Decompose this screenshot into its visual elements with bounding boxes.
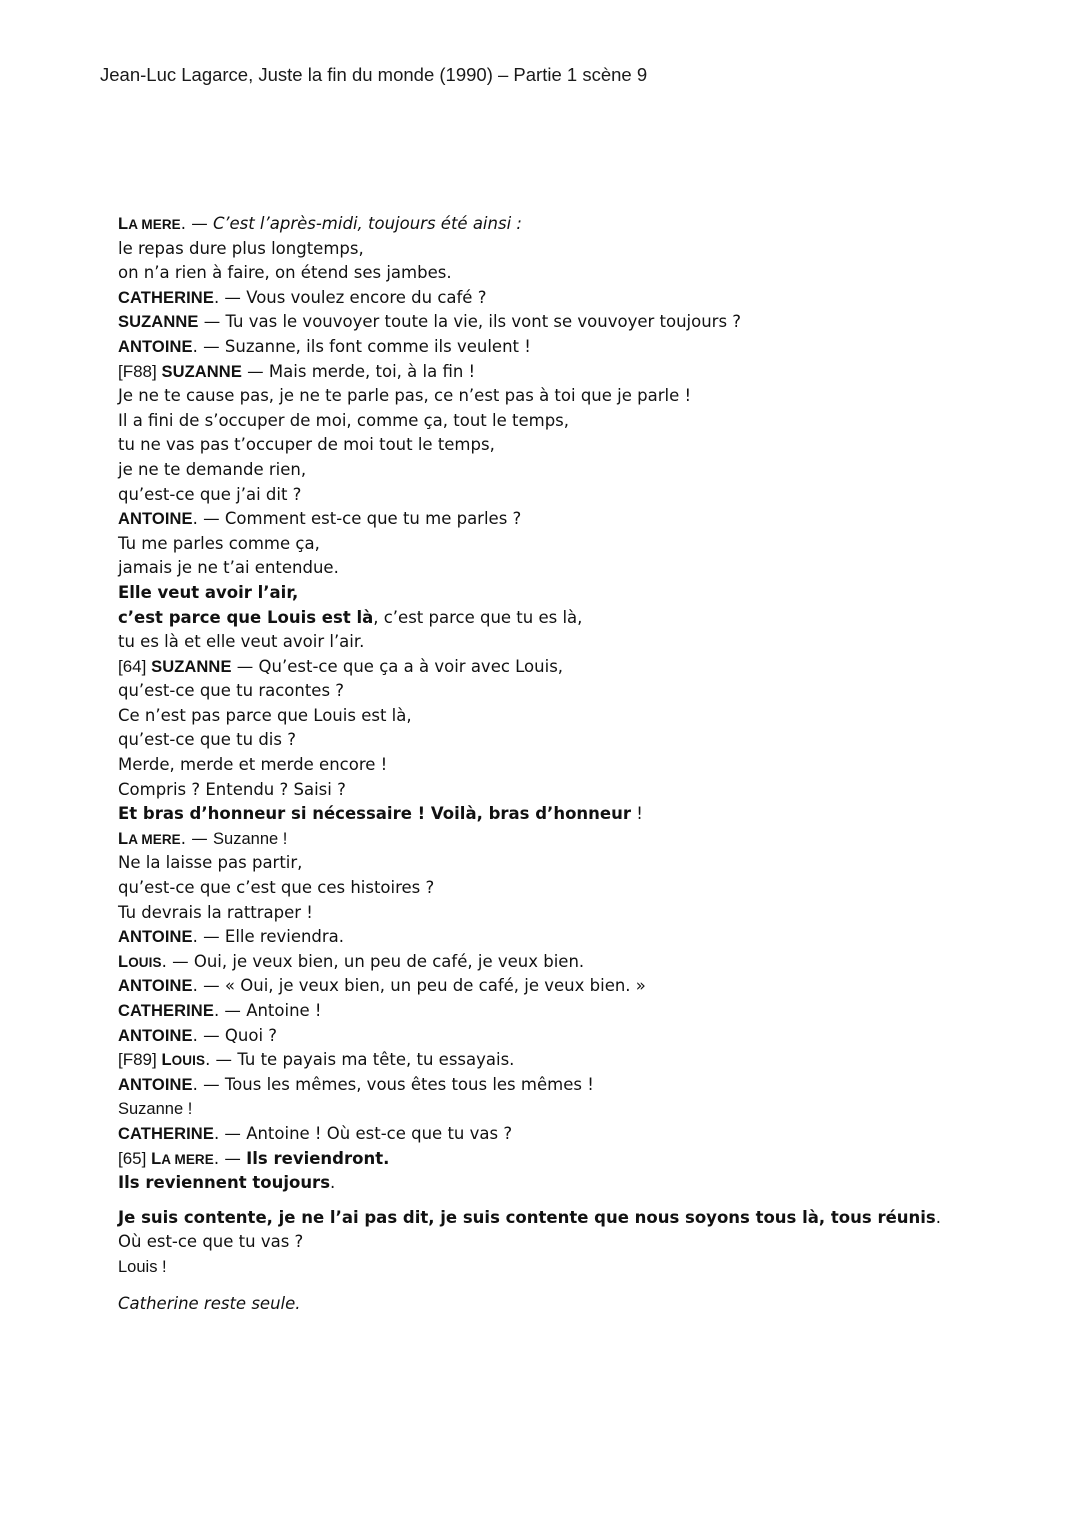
speaker-name: LA MERE (151, 1149, 214, 1168)
line-39: [65] LA MERE. — Ils reviendront. (118, 1148, 390, 1168)
line-19: [64] SUZANNE — Qu’est-ce que ça a à voir avec Louis, (118, 656, 564, 676)
line-29: Tu devrais la rattraper ! (118, 902, 313, 922)
line-23: Merde, merde et merde encore ! (118, 755, 388, 775)
line-5: SUZANNE — Tu vas le vouvoyer toute la vie, ils vont se vouvoyer toujours ? (118, 312, 742, 332)
line-22: qu’est-ce que tu dis ? (118, 730, 296, 750)
line-36: ANTOINE. — Tous les mêmes, vous êtes tous les mêmes ! (118, 1074, 594, 1094)
line-37: Suzanne ! (118, 1100, 193, 1119)
speaker-name: ANTOINE (118, 1075, 193, 1094)
page-ref: [F89] (118, 1050, 162, 1070)
speaker-name: ANTOINE (118, 977, 193, 996)
line-38: CATHERINE. — Antoine ! Où est-ce que tu vas ? (118, 1123, 513, 1143)
line-16: Elle veut avoir l’air, (118, 582, 299, 602)
page-ref: [F88] (118, 361, 162, 381)
line-8: Je ne te cause pas, je ne te parle pas, ce n’est pas à toi que je parle ! (118, 386, 692, 406)
line-14: Tu me parles comme ça, (118, 533, 320, 553)
line-15: jamais je ne t’ai entendue. (118, 558, 339, 578)
line-13: ANTOINE. — Comment est-ce que tu me parles ? (118, 509, 522, 529)
speaker-name: SUZANNE (161, 362, 242, 381)
line-12: qu’est-ce que j’ai dit ? (118, 484, 302, 504)
line-1: LA MERE. — C’est l’après-midi, toujours été ainsi : (118, 214, 522, 233)
line-11: je ne te demande rien, (118, 459, 307, 479)
page-ref: [64] (118, 656, 152, 676)
line-27: Ne la laisse pas partir, (118, 853, 303, 873)
line-41: Je suis contente, je ne l’ai pas dit, je suis contente que nous soyons tous là, tous réunis. (118, 1207, 942, 1227)
speaker-name: CATHERINE (118, 1002, 214, 1020)
speaker-name: SUZANNE (151, 657, 232, 676)
speaker-name: ANTOINE (118, 928, 193, 947)
line-28: qu’est-ce que c’est que ces histoires ? (118, 878, 435, 898)
line-20: qu’est-ce que tu racontes ? (118, 681, 345, 701)
line-10: tu ne vas pas t’occuper de moi tout le temps, (118, 435, 495, 455)
speaker-name: LA MERE (118, 829, 181, 848)
speaker-name: CATHERINE (118, 288, 214, 307)
speaker-name: LOUIS (161, 1051, 206, 1070)
line-6: ANTOINE. — Suzanne, ils font comme ils veulent ! (118, 336, 531, 356)
line-24: Compris ? Entendu ? Saisi ? (118, 779, 346, 799)
line-35: [F89] LOUIS. — Tu te payais ma tête, tu essayais. (118, 1050, 515, 1070)
line-34: ANTOINE. — Quoi ? (118, 1025, 278, 1045)
line-3: on n’a rien à faire, on étend ses jambes. (118, 263, 452, 283)
line-7: [F88] SUZANNE — Mais merde, toi, à la fin ! (118, 361, 476, 381)
page-ref: [65] (118, 1148, 152, 1168)
speaker-name: SUZANNE (118, 313, 199, 332)
line-43: Louis ! (118, 1257, 167, 1276)
line-30: ANTOINE. — Elle reviendra. (118, 927, 345, 947)
speaker-name: ANTOINE (118, 510, 193, 529)
line-26: LA MERE. — Suzanne ! (118, 828, 288, 848)
line-33: CATHERINE. — Antoine ! (118, 1001, 322, 1020)
line-31: LOUIS. — Oui, je veux bien, un peu de café, je veux bien. (118, 951, 585, 971)
line-4: CATHERINE. — Vous voulez encore du café ? (118, 287, 487, 307)
line-32: ANTOINE. — « Oui, je veux bien, un peu de café, je veux bien. » (118, 976, 646, 996)
line-9: Il a fini de s’occuper de moi, comme ça, tout le temps, (118, 410, 570, 430)
line-42: Où est-ce que tu vas ? (118, 1232, 304, 1252)
line-21: Ce n’est pas parce que Louis est là, (118, 705, 412, 725)
speaker-name: LA MERE (118, 215, 181, 233)
play-excerpt (118, 212, 1048, 1316)
line-25: Et bras d’honneur si nécessaire ! Voilà, bras d’honneur ! (118, 804, 643, 824)
speaker-name: LOUIS (118, 952, 162, 971)
line-2: le repas dure plus longtemps, (118, 238, 364, 258)
line-40: Ils reviennent toujours. (118, 1173, 336, 1193)
stage-direction: Catherine reste seule. (118, 1293, 301, 1313)
line-18: tu es là et elle veut avoir l’air. (118, 632, 365, 652)
speaker-name: ANTOINE (118, 1026, 193, 1045)
speaker-name: ANTOINE (118, 337, 193, 356)
line-17: c’est parce que Louis est là, c’est parce que tu es là, (118, 607, 583, 627)
page-header: Jean-Luc Lagarce, Juste la fin du monde (1990) – Partie 1 scène 9 (100, 64, 648, 85)
speaker-name: CATHERINE (118, 1124, 214, 1143)
